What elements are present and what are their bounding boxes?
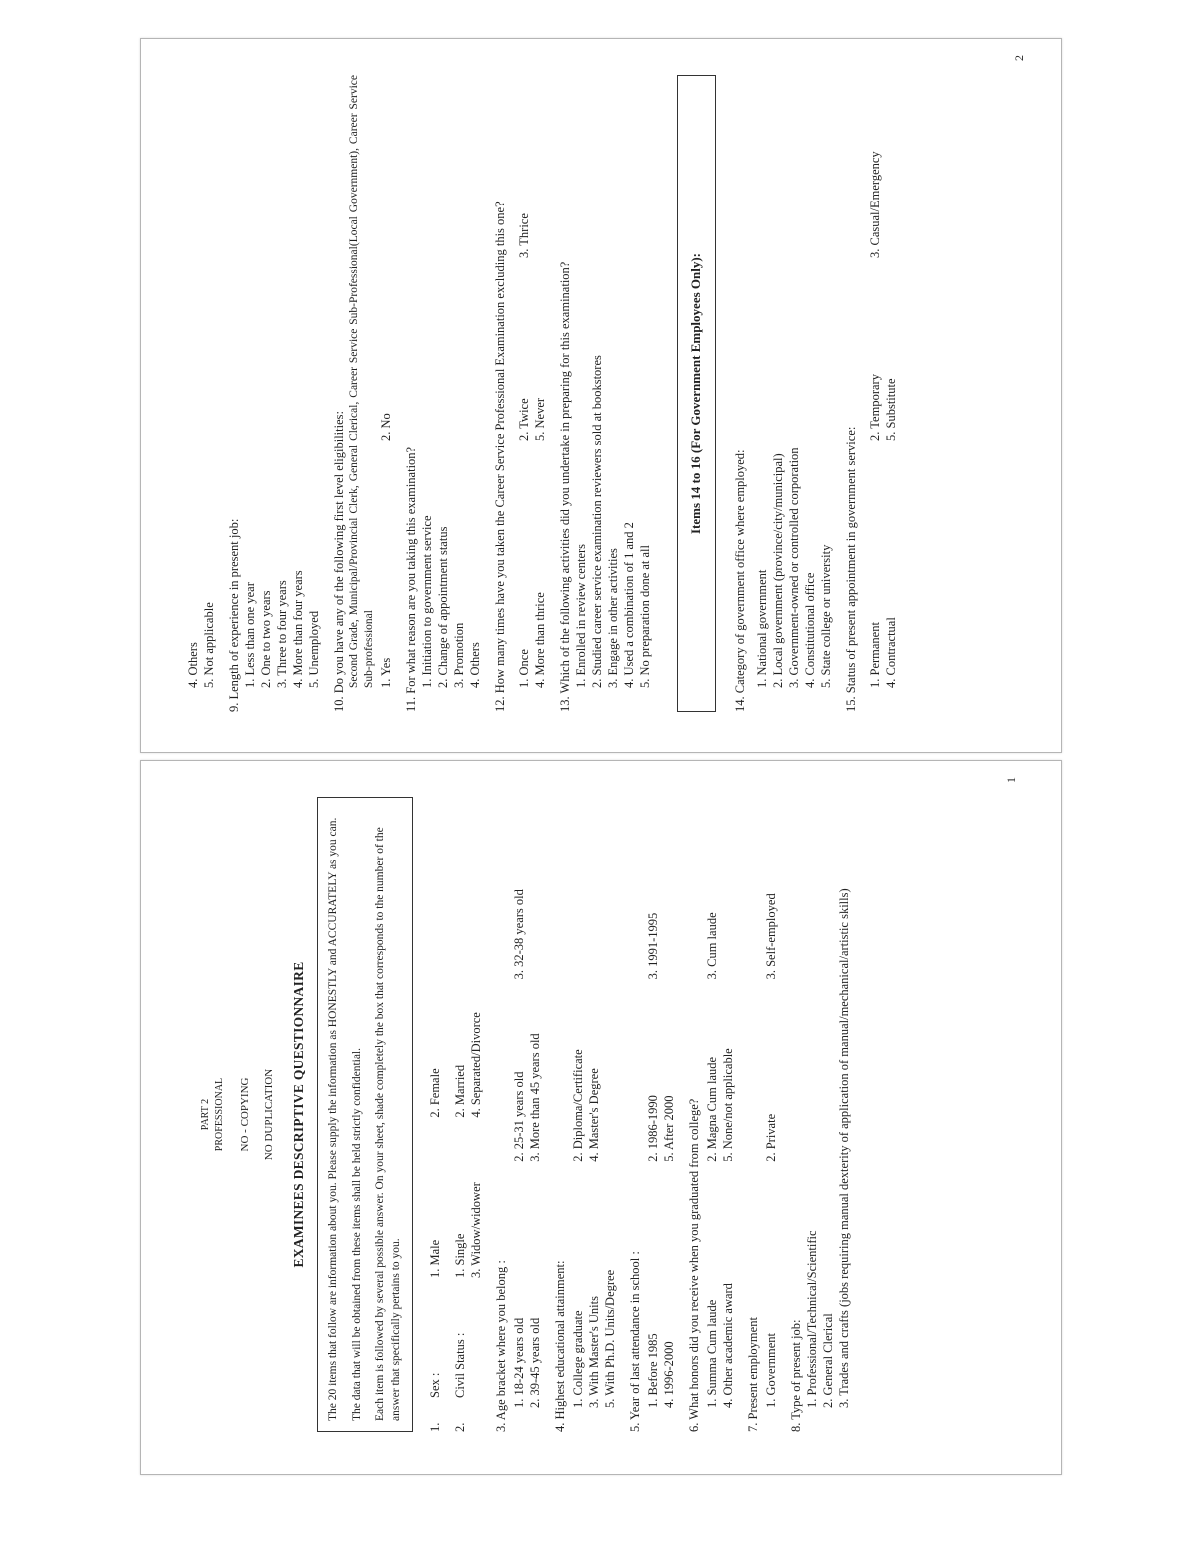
question-1 bbox=[427, 797, 443, 1432]
list-item: 2. Twice bbox=[517, 398, 532, 441]
list-item: 1. Summa Cum laude bbox=[705, 1299, 720, 1408]
list-item: 2. Married bbox=[453, 1064, 468, 1118]
list-item: 3. Government-owned or controlled corporation bbox=[787, 447, 802, 688]
list-item: 1. Less than one year bbox=[243, 582, 257, 688]
question-9 bbox=[226, 75, 322, 712]
government-employees-note: Items 14 to 16 (For Government Employees Only): bbox=[677, 75, 716, 712]
question-text: 13. Which of the following activities did you undertake in preparing for this examination? bbox=[558, 261, 573, 712]
question-text: Sex : bbox=[428, 1372, 443, 1398]
list-item: 3. 32-38 years old bbox=[512, 889, 527, 980]
list-item: 1. National government bbox=[755, 569, 770, 688]
page-number: 2 bbox=[1011, 55, 1026, 61]
list-item: 5. None/not applicable bbox=[721, 1048, 736, 1162]
list-item: 5. Unemployed bbox=[307, 610, 321, 688]
instruction-text: Each item is followed by several possible answer. On your sheet, shade completely the box that corresponds to the number of the answer that specifically pertains to you. bbox=[374, 827, 402, 1421]
page-2 bbox=[140, 38, 1062, 753]
q8-continued bbox=[185, 75, 217, 712]
list-item: 3. Promotion bbox=[452, 622, 467, 688]
question-text: 14. Category of government office where employed: bbox=[733, 449, 748, 712]
list-item bbox=[602, 797, 618, 979]
list-item: 2. Magna Cum laude bbox=[705, 1056, 720, 1162]
list-item: 2. 1986-1990 bbox=[646, 1095, 661, 1162]
list-item: 1. Enrolled in review centers bbox=[574, 543, 589, 688]
question-12 bbox=[492, 75, 548, 712]
no-duplication-notice: NO DUPLICATION bbox=[263, 1068, 276, 1161]
list-item: 1. Professional/Technical/Scientific bbox=[805, 1230, 820, 1408]
question-detail: Second Grade, Municipal/Provincial Clerk, General Clerical, Career Service Sub-Professional(Local Government), Career Service Sub-professional bbox=[348, 75, 375, 688]
list-item: 4. Constitutional office bbox=[803, 572, 818, 688]
list-item: 1. Male bbox=[428, 1239, 443, 1278]
question-text: 12. How many times have you taken the Career Service Professional Examination excluding this one? bbox=[493, 201, 508, 712]
list-item: 3. Trades and crafts (jobs requiring manual dexterity of application of manual/mechanical/artistic skills) bbox=[837, 888, 852, 1408]
list-item: 4. Others bbox=[468, 642, 483, 688]
question-text: 11. For what reason are you taking this examination? bbox=[404, 446, 419, 712]
list-item: 1. Before 1985 bbox=[646, 1333, 661, 1408]
list-item: 2. Change of appointment status bbox=[436, 526, 451, 688]
list-item: 4. Used a combination of 1 and 2 bbox=[622, 522, 637, 688]
list-item: 2. Local government (province/city/municipal) bbox=[771, 453, 786, 688]
list-item: 2. General Clerical bbox=[821, 1313, 836, 1408]
header-level: PROFESSIONAL bbox=[213, 1077, 225, 1152]
list-item: 3. Thrice bbox=[517, 213, 532, 258]
question-text: 3. Age bracket where you belong : bbox=[494, 1260, 509, 1432]
instructions-box bbox=[317, 797, 413, 1432]
list-item: 1. College graduate bbox=[571, 1310, 586, 1408]
question-text: 8. Type of present job: bbox=[789, 1319, 804, 1432]
question-8 bbox=[788, 797, 852, 1432]
instruction-text: The data that will be obtained from these items shall be held strictly confidential. bbox=[350, 1047, 363, 1421]
list-item: 2. One to two years bbox=[259, 590, 273, 688]
list-item: 3. With Master's Units bbox=[587, 1296, 602, 1408]
question-7 bbox=[745, 797, 779, 1432]
question-number: 1. bbox=[428, 1422, 443, 1432]
list-item: 3. 1991-1995 bbox=[646, 912, 661, 980]
question-text: 4. Highest educational attainment: bbox=[553, 1260, 568, 1432]
instruction-text: The 20 items that follow are information about you. Please supply the information as HONESTLY and ACCURATELY as you can. bbox=[327, 817, 340, 1421]
list-item: 2. Female bbox=[428, 1068, 443, 1118]
list-item: 2. 39-45 years old bbox=[528, 1317, 543, 1408]
list-item: 4. More than four years bbox=[291, 570, 305, 688]
list-item: 1. Government bbox=[764, 1333, 779, 1408]
question-6 bbox=[686, 797, 736, 1432]
list-item: 2. Private bbox=[764, 1113, 779, 1162]
list-item: 1. 18-24 years old bbox=[512, 1317, 527, 1408]
list-item bbox=[527, 797, 543, 979]
page-1-content bbox=[141, 761, 1063, 1476]
question-text: 9. Length of experience in present job: bbox=[227, 518, 241, 712]
list-item: 1. Initiation to government service bbox=[420, 515, 435, 688]
list-item bbox=[570, 797, 586, 979]
page-title: EXAMINEES DESCRIPTIVE QUESTIONNAIRE bbox=[291, 961, 307, 1268]
list-item: 5. Not applicable bbox=[202, 602, 216, 688]
list-item: 4. Others bbox=[186, 642, 200, 688]
list-item: 1. Permanent bbox=[868, 622, 883, 688]
list-item: 5. Never bbox=[533, 397, 548, 441]
list-item: 4. 1996-2000 bbox=[662, 1341, 677, 1408]
question-15 bbox=[843, 75, 899, 712]
question-number: 2. bbox=[453, 1422, 468, 1432]
list-item: 4. Contractual bbox=[884, 617, 899, 688]
question-4 bbox=[552, 797, 618, 1432]
page-number: 1 bbox=[1003, 777, 1018, 783]
list-item: 2. Temporary bbox=[868, 374, 883, 441]
list-item bbox=[661, 797, 677, 979]
question-3 bbox=[493, 797, 543, 1432]
list-item: 5. With Ph.D. Units/Degree bbox=[603, 1269, 618, 1408]
list-item: 4. Master's Degree bbox=[587, 1068, 602, 1162]
list-item: 5. No preparation done at all bbox=[638, 544, 653, 688]
list-item bbox=[586, 797, 602, 979]
list-item: 2. 25-31 years old bbox=[512, 1071, 527, 1162]
list-item: 4. Separated/Divorce bbox=[469, 1012, 484, 1118]
page-2-content bbox=[141, 39, 1063, 754]
question-14 bbox=[732, 75, 834, 712]
list-item: 2. Diploma/Certificate bbox=[571, 1049, 586, 1162]
question-5 bbox=[627, 797, 677, 1432]
question-10 bbox=[331, 75, 394, 712]
question-text: 15. Status of present appointment in government service: bbox=[844, 426, 859, 712]
question-text: 7. Present employment bbox=[746, 1317, 761, 1432]
list-item: 2. No bbox=[379, 413, 394, 441]
question-text: 10. Do you have any of the following first level eligibilities: bbox=[332, 411, 346, 712]
list-item: 1. Single bbox=[453, 1233, 468, 1278]
list-item: 1. Once bbox=[517, 649, 532, 688]
list-item: 1. Yes bbox=[379, 657, 394, 688]
list-item: 5. State college or university bbox=[819, 544, 834, 688]
question-text: 6. What honors did you receive when you graduated from college? bbox=[687, 1098, 702, 1432]
list-item: 2. Studied career service examination reviewers sold at bookstores bbox=[590, 355, 605, 688]
list-item: 3. More than 45 years old bbox=[528, 1033, 543, 1162]
list-item: 4. Other academic award bbox=[721, 1283, 736, 1408]
list-item: 4. More than thrice bbox=[533, 592, 548, 688]
list-item: 5. Substitute bbox=[884, 378, 899, 441]
no-copying-notice: NO - COPYING bbox=[239, 1077, 251, 1152]
question-13 bbox=[557, 75, 653, 712]
list-item: 3. Self-employed bbox=[764, 893, 779, 980]
question-2 bbox=[452, 797, 484, 1432]
header bbox=[199, 797, 226, 1432]
list-item: 3. Casual/Emergency bbox=[868, 151, 883, 258]
list-item bbox=[602, 979, 618, 1161]
list-item bbox=[720, 797, 736, 979]
question-text: Civil Status : bbox=[453, 1332, 468, 1398]
list-item: 3. Widow/widower bbox=[469, 1182, 484, 1278]
list-item: 3. Three to four years bbox=[275, 580, 289, 688]
list-item bbox=[532, 75, 548, 258]
page-1 bbox=[140, 760, 1062, 1475]
list-item: 3. Engage in other activities bbox=[606, 548, 621, 688]
list-item bbox=[883, 75, 899, 258]
list-item: 5. After 2000 bbox=[662, 1095, 677, 1162]
list-item: 3. Cum laude bbox=[705, 912, 720, 980]
header-part: PART 2 bbox=[200, 1098, 211, 1131]
question-text: 5. Year of last attendance in school : bbox=[628, 1251, 643, 1432]
question-11 bbox=[403, 75, 483, 712]
